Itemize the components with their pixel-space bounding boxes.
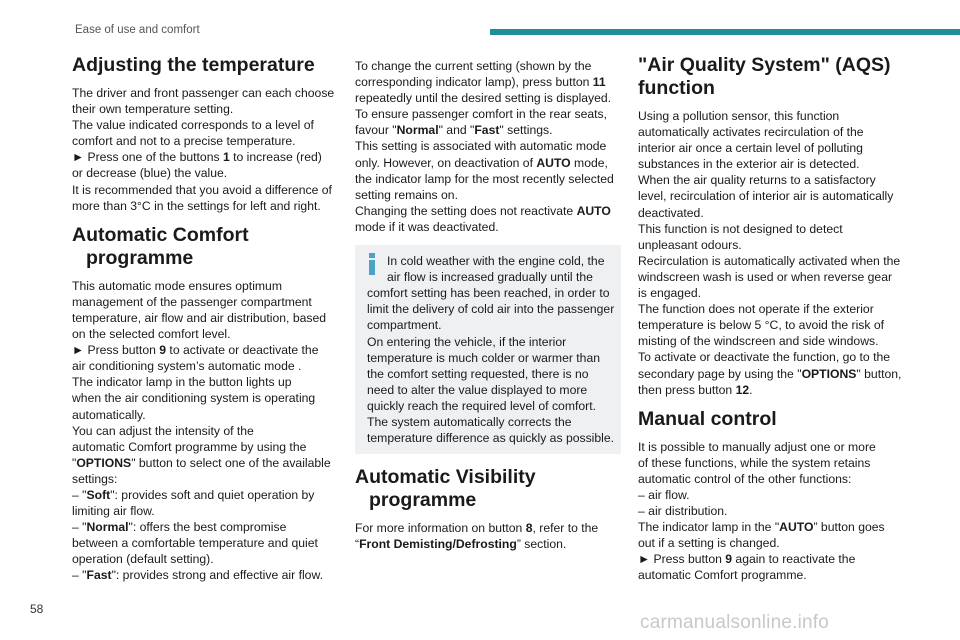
text-line: ► Press one of the buttons 1 to increase (red) [72, 150, 322, 165]
column-2 [355, 58, 621, 562]
text-line: air flow is increased gradually until the [387, 270, 593, 285]
text-line: – "Fast": provides strong and effective air flow. [72, 568, 323, 583]
text-line: limit the delivery of cold air into the passenger [367, 302, 615, 317]
text-line: – "Normal": offers the best compromise [72, 520, 287, 535]
text-line: automatic Comfort programme by using the [72, 439, 307, 454]
text-line: automatic control of the other functions: [638, 471, 852, 486]
text-line: out if a setting is changed. [638, 536, 780, 551]
text-line: only. However, on deactivation of AUTO mode, [355, 155, 608, 170]
text-line: For more information on button 8, refer to the [355, 521, 599, 536]
text-line: temperature, air flow and air distribution, based [72, 310, 327, 325]
text-line: need to alter the value displayed to more [367, 382, 588, 397]
text-line: automatically. [72, 407, 146, 422]
text-line: repeatedly until the desired setting is displayed. [355, 91, 612, 106]
text-line: This setting is associated with automatic mode [355, 139, 607, 154]
text-line: more than 3°C in the settings for left and right. [72, 198, 321, 213]
text-line: Recirculation is automatically activated when the [638, 253, 901, 268]
page-number: 58 [30, 602, 44, 616]
text-line: between a comfortable temperature and quiet [72, 536, 318, 551]
text-line: windscreen wash is used or when reverse gear [638, 269, 893, 284]
text-line: setting remains on. [355, 187, 458, 202]
text-line: compartment. [367, 318, 442, 333]
text-line: is engaged. [638, 286, 702, 301]
text-line: This automatic mode ensures optimum [72, 278, 282, 293]
text-line: deactivated. [638, 205, 704, 220]
text-line: substances in the exterior air is detected. [638, 157, 860, 172]
text-line: operation (default setting). [72, 552, 214, 567]
heading-air-quality-system: "Air Quality System" (AQS) function [638, 54, 891, 99]
text-line: mode if it was deactivated. [355, 219, 499, 234]
text-line: – "Soft": provides soft and quiet operation by [72, 487, 315, 502]
header-accent-bar [490, 29, 960, 35]
paragraph-visibility [355, 520, 621, 552]
text-line: corresponding indicator lamp), press button 11 [355, 75, 606, 90]
text-line: comfort and not to a precise temperature. [72, 134, 296, 149]
paragraph-change-setting [355, 58, 621, 235]
paragraph-manual-control [638, 439, 904, 584]
text-line: secondary page by using the "OPTIONS" button, [638, 366, 902, 381]
text-line: Changing the setting does not reactivate AUTO [355, 203, 611, 218]
text-line: On entering the vehicle, if the interior [367, 334, 567, 349]
text-line: The function does not operate if the exterior [638, 302, 874, 317]
text-line: their own temperature setting. [72, 102, 234, 117]
heading-automatic-visibility: Automatic Visibility programme [355, 466, 536, 512]
info-icon [365, 253, 379, 275]
text-line: then press button 12. [638, 382, 753, 397]
heading-manual-control: Manual control [638, 407, 777, 430]
text-line: comfort setting has been reached, in order to [367, 286, 610, 301]
text-line: air conditioning system’s automatic mode . [72, 359, 302, 374]
text-line: You can adjust the intensity of the [72, 423, 254, 438]
text-line: favour "Normal" and "Fast" settings. [355, 123, 553, 138]
text-line: of these functions, while the system retains [638, 455, 871, 470]
section-title: Ease of use and comfort [75, 24, 200, 36]
text-line: quickly reach the required level of comfort. [367, 398, 596, 413]
text-line: It is possible to manually adjust one or more [638, 439, 876, 454]
text-line: when the air conditioning system is operating [72, 391, 316, 406]
text-line: the comfort setting requested, there is no [367, 366, 589, 381]
info-note [355, 245, 621, 454]
text-line: misting of the windscreen and side windows. [638, 334, 879, 349]
text-line: – air distribution. [638, 504, 728, 519]
text-line: temperature difference as quickly as possible. [367, 431, 615, 446]
paragraph-temperature [72, 85, 338, 214]
text-line: automatically activates recirculation of the [638, 125, 864, 140]
footer-watermark-link[interactable]: carmanualsonline.info [640, 612, 830, 633]
heading-adjusting-temperature: Adjusting the temperature [72, 54, 315, 76]
text-line: or decrease (blue) the value. [72, 166, 228, 181]
text-line: the indicator lamp for the most recently selected [355, 171, 614, 186]
heading-automatic-comfort: Automatic Comfort programme [72, 223, 249, 269]
text-line: The indicator lamp in the "AUTO” button goes [638, 520, 885, 535]
text-line: The value indicated corresponds to a level of [72, 118, 314, 133]
column-3 [638, 54, 904, 594]
text-line: When the air quality returns to a satisfactory [638, 173, 876, 188]
paragraph-aqs [638, 108, 904, 398]
text-line: “Front Demisting/Defrosting” section. [355, 537, 567, 552]
text-line: temperature is below 5 °C, to avoid the risk of [638, 318, 885, 333]
text-line: temperature is much colder or warmer than [367, 350, 601, 365]
text-line: This function is not designed to detect [638, 221, 843, 236]
text-line: ► Press button 9 again to reactivate the [638, 552, 856, 567]
text-line: ► Press button 9 to activate or deactivate the [72, 343, 319, 358]
text-line: on the selected comfort level. [72, 327, 231, 342]
text-line: The indicator lamp in the button lights up [72, 375, 292, 390]
text-line: management of the passenger compartment [72, 294, 312, 309]
text-line: – air flow. [638, 487, 690, 502]
text-line: settings: [72, 471, 118, 486]
text-line: automatic Comfort programme. [638, 568, 807, 583]
text-line: To activate or deactivate the function, go to the [638, 350, 891, 365]
text-line: To ensure passenger comfort in the rear seats, [355, 107, 608, 122]
text-line: limiting air flow. [72, 504, 155, 519]
text-line: unpleasant odours. [638, 237, 742, 252]
text-line: level, recirculation of interior air is automatically [638, 189, 894, 204]
text-line: To change the current setting (shown by the [355, 59, 592, 73]
paragraph-automatic-comfort [72, 278, 338, 584]
text-line: The system automatically corrects the [367, 414, 572, 429]
text-line: It is recommended that you avoid a difference of [72, 182, 332, 197]
text-line: interior air once a certain level of polluting [638, 141, 863, 156]
column-1 [72, 54, 338, 594]
text-line: The driver and front passenger can each choose [72, 86, 335, 100]
text-line: Using a pollution sensor, this function [638, 109, 840, 123]
text-line: In cold weather with the engine cold, the [387, 254, 605, 269]
text-line: "OPTIONS" button to select one of the available [72, 455, 331, 470]
